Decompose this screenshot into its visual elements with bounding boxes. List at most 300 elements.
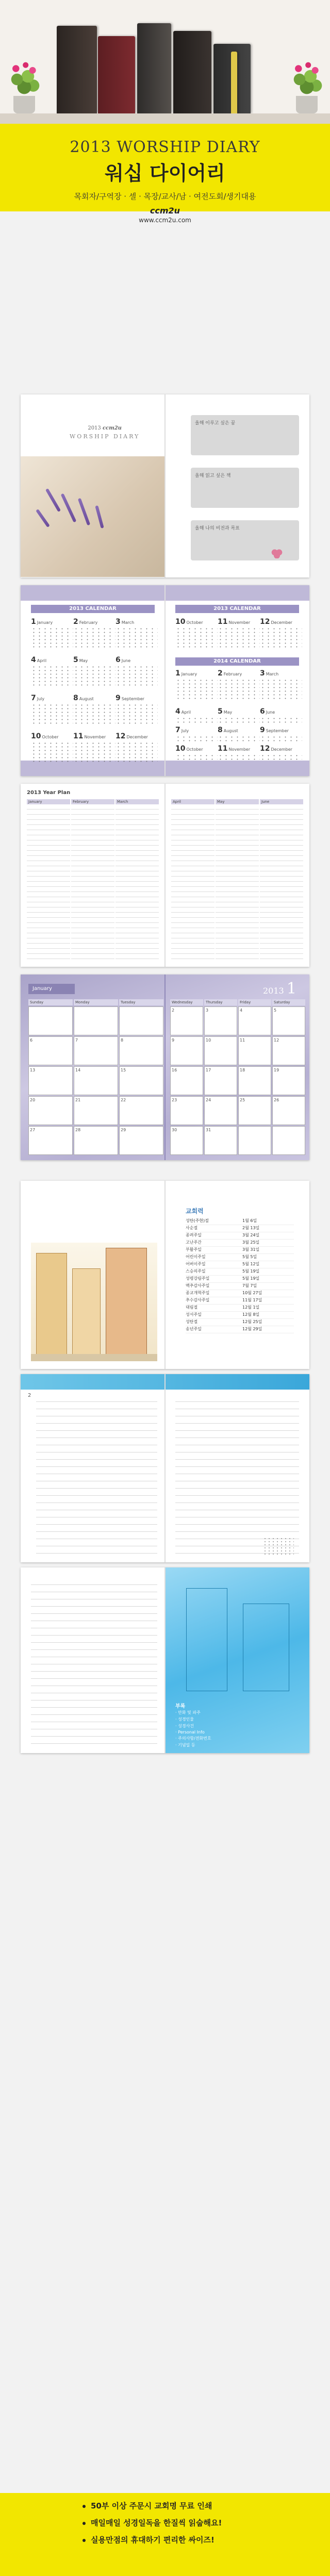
calendar-2013-header: 2013 CALENDAR <box>31 605 155 613</box>
church-event-name: 성탄(주현)절 <box>186 1218 209 1223</box>
church-event-name: 사순절 <box>186 1226 198 1230</box>
day-grid <box>116 703 158 726</box>
church-event-name: 종교개혁주일 <box>186 1291 210 1295</box>
month-name: February <box>223 672 242 676</box>
calendar-month <box>116 616 158 653</box>
left-ruled-lines <box>36 1395 157 1555</box>
calendar-month <box>116 692 158 730</box>
month-name: April <box>181 710 191 715</box>
month-name: November <box>228 620 251 625</box>
month-number: 3 <box>116 618 121 626</box>
day-number: 7 <box>75 1038 78 1043</box>
calendar-month <box>116 731 158 768</box>
church-event-date: 5월 19일 <box>242 1269 260 1274</box>
feature-text: 실용만점의 휴대하기 편리한 싸이즈! <box>91 2535 214 2545</box>
month-name: June <box>266 710 275 715</box>
calendar-month <box>175 616 218 653</box>
day-grid <box>73 665 116 688</box>
calendar-month <box>260 743 302 761</box>
day-cell[interactable] <box>119 1036 163 1065</box>
day-number: 21 <box>75 1098 81 1102</box>
calendar-month <box>31 654 73 691</box>
year-plan-column <box>116 804 159 959</box>
church-event-date: 2월 13일 <box>242 1226 260 1230</box>
ruled-note-spread-2 <box>21 1567 309 1753</box>
day-number: 29 <box>121 1128 126 1132</box>
day-cell[interactable] <box>204 1066 237 1095</box>
month-name: August <box>223 729 238 733</box>
month-name: December <box>126 735 148 739</box>
church-event-date: 7월 7일 <box>242 1283 257 1288</box>
day-number: 12 <box>274 1038 279 1043</box>
calendar-month <box>116 654 158 691</box>
year-plan-title: 2013 Year Plan <box>27 790 71 796</box>
month-number: 10 <box>175 618 186 626</box>
day-cell[interactable] <box>28 1066 73 1095</box>
month-number: 10 <box>175 745 186 753</box>
day-grid <box>73 627 116 650</box>
church-list-item <box>186 1254 294 1261</box>
church-event-date: 3월 31일 <box>242 1247 260 1252</box>
church-list-item <box>186 1283 294 1290</box>
calendar-month <box>175 706 218 723</box>
day-cell[interactable] <box>170 1096 203 1125</box>
day-number: 20 <box>30 1098 36 1102</box>
church-list-item <box>186 1268 294 1276</box>
calendar-2013-header-right: 2013 CALENDAR <box>175 605 299 613</box>
appendix-item: · Personal Info <box>175 1730 205 1735</box>
church-event-date: 1월 6일 <box>242 1218 257 1223</box>
church-event-date: 11월 17일 <box>242 1298 262 1302</box>
church-list-item <box>186 1290 294 1297</box>
month-name: September <box>266 729 289 733</box>
church-event-name: 종려주일 <box>186 1233 202 1237</box>
calendar-month <box>31 616 73 653</box>
day-number: 6 <box>30 1038 33 1043</box>
church-calendar-spread <box>21 1181 309 1369</box>
weekday-header: Tuesday <box>119 999 163 1005</box>
day-grid <box>218 754 260 761</box>
weekday-header: Wednesday <box>170 999 203 1005</box>
memo-box-dream <box>191 415 299 455</box>
month-number: 8 <box>73 694 78 702</box>
month-name: March <box>121 620 135 625</box>
ruled-note-spread <box>21 1374 309 1562</box>
calendar-month <box>73 731 116 768</box>
month-number: 1 <box>286 980 296 998</box>
bullet-icon <box>82 2539 86 2542</box>
appendix-item: · 만화 및 파주 <box>175 1710 201 1715</box>
cover-diary-label: WORSHIP DIARY <box>70 433 140 440</box>
day-cell[interactable] <box>204 1126 237 1155</box>
calendar-month <box>73 654 116 691</box>
calendar-month <box>31 692 73 730</box>
church-event-date: 5월 12일 <box>242 1262 260 1266</box>
appendix-item: · 주의사항/전화번호 <box>175 1736 211 1741</box>
church-list-item <box>186 1276 294 1283</box>
day-number: 31 <box>206 1128 211 1132</box>
church-event-name: 맥추감사주일 <box>186 1283 210 1288</box>
calendar-month <box>260 706 302 723</box>
diary-book-gray <box>137 23 171 113</box>
calendar-month <box>73 692 116 730</box>
diary-book-dark <box>173 31 211 113</box>
church-event-date: 3월 25일 <box>242 1240 260 1245</box>
year-plan-month-header: May <box>216 799 259 804</box>
day-grid <box>73 703 116 726</box>
day-grid <box>260 754 302 761</box>
day-number: 10 <box>206 1038 211 1043</box>
feature-item <box>82 2517 330 2528</box>
feature-text: 50부 이상 주문시 교회명 무료 인쇄 <box>91 2501 212 2511</box>
church-list-item <box>186 1232 294 1240</box>
month-name: October <box>186 620 203 625</box>
month-name: July <box>37 697 45 701</box>
month-number: 5 <box>218 707 223 716</box>
month-number: 12 <box>116 732 126 740</box>
day-number: 30 <box>172 1128 177 1132</box>
calendar-month <box>218 724 260 742</box>
month-number: 1 <box>175 669 180 678</box>
month-number: 2 <box>218 669 223 678</box>
cover-brand: ccm2u <box>102 425 122 431</box>
month-name: March <box>266 672 279 676</box>
month-number: 11 <box>218 618 228 626</box>
title-banner <box>0 124 330 224</box>
day-cell[interactable] <box>170 1126 203 1155</box>
calendar-2014-header: 2014 CALENDAR <box>175 657 299 666</box>
day-cell[interactable] <box>204 1036 237 1065</box>
day-number: 28 <box>75 1128 81 1132</box>
day-grid <box>175 754 218 761</box>
church-event-date: 3월 24일 <box>242 1233 260 1237</box>
day-number: 9 <box>172 1038 175 1043</box>
feature-item <box>82 2500 330 2511</box>
month-number: 6 <box>116 656 121 664</box>
month-name: October <box>186 747 203 752</box>
diary-book-red <box>98 36 135 113</box>
day-number: 2 <box>172 1008 175 1013</box>
month-name: May <box>79 658 88 663</box>
month-year: 2013 <box>263 986 284 996</box>
month-name: May <box>223 710 233 715</box>
day-cell[interactable] <box>170 1006 203 1035</box>
church-list-item <box>186 1218 294 1225</box>
church-list-item <box>186 1225 294 1232</box>
month-number: 7 <box>31 694 36 702</box>
month-number: 4 <box>175 707 180 716</box>
month-name: December <box>271 747 292 752</box>
month-number: 1 <box>31 618 36 626</box>
day-number: 26 <box>274 1098 279 1102</box>
calendar-month <box>73 616 116 653</box>
subtitle: 목회자/구역장 · 셀 · 목장/교사/남 · 여전도회/생기대용 <box>74 192 256 201</box>
month-name: August <box>79 697 94 701</box>
lavender-photo <box>21 456 164 577</box>
mini-calendar <box>263 1537 294 1555</box>
day-cell[interactable] <box>272 1006 305 1035</box>
calendar-month <box>260 668 302 705</box>
day-grid <box>260 717 302 724</box>
church-event-name: 대림절 <box>186 1305 198 1310</box>
memo-box-vision <box>191 520 299 560</box>
day-cell[interactable] <box>119 1096 163 1125</box>
month-number: 11 <box>73 732 84 740</box>
monthly-spread <box>21 975 309 1160</box>
month-name: November <box>228 747 251 752</box>
memo-label: 올해 읽고 싶은 책 <box>195 473 231 478</box>
memo-label: 올해 이루고 싶은 꿈 <box>195 421 236 426</box>
day-cell[interactable] <box>170 1036 203 1065</box>
calendar-month <box>175 743 218 761</box>
month-number: 11 <box>218 745 228 753</box>
day-cell[interactable] <box>119 1066 163 1095</box>
day-number: 14 <box>75 1068 81 1072</box>
year-plan-month-header: January <box>27 799 70 804</box>
month-number: 10 <box>31 732 41 740</box>
month-number: 5 <box>73 656 78 664</box>
day-grid <box>116 741 158 764</box>
day-cell[interactable] <box>74 1126 118 1155</box>
day-number: 5 <box>274 1008 277 1013</box>
day-grid <box>218 627 260 650</box>
day-cell[interactable] <box>74 1036 118 1065</box>
month-number: 2 <box>73 618 78 626</box>
church-event-name: 고난주간 <box>186 1240 202 1245</box>
day-cell[interactable] <box>204 1096 237 1125</box>
church-list-item <box>186 1326 294 1333</box>
month-number: 6 <box>260 707 265 716</box>
day-number: 15 <box>121 1068 126 1072</box>
church-list-item <box>186 1319 294 1326</box>
diary-book-black <box>57 26 97 113</box>
day-cell[interactable] <box>204 1006 237 1035</box>
calendar-month <box>260 616 302 653</box>
day-cell[interactable] <box>28 1036 73 1065</box>
calendar-month <box>175 724 218 742</box>
bookmark-ribbon <box>231 52 237 113</box>
calendar-month <box>31 731 73 768</box>
day-cell[interactable] <box>272 1036 305 1065</box>
month-number: 12 <box>260 618 270 626</box>
church-list-item <box>186 1312 294 1319</box>
feature-item <box>82 2534 330 2545</box>
bullet-icon <box>82 2522 86 2525</box>
year-plan-column <box>27 804 70 959</box>
weekday-header: Monday <box>74 999 118 1005</box>
appendix-item: · 성경사건 <box>175 1724 194 1728</box>
year-plan-month-header: March <box>116 799 159 804</box>
day-cell[interactable] <box>238 1066 271 1095</box>
day-number: 16 <box>172 1068 177 1072</box>
month-name: April <box>37 658 47 663</box>
month-name: June <box>121 658 131 663</box>
day-number: 23 <box>172 1098 177 1102</box>
appendix-item: · 성경인물 <box>175 1717 194 1722</box>
month-name: January <box>37 620 53 625</box>
site-url: www.ccm2u.com <box>139 217 191 224</box>
church-event-name: 성탄절 <box>186 1319 198 1324</box>
cover-year: 2013 <box>88 425 101 431</box>
calendar-month <box>218 616 260 653</box>
brand-logo: ccm2u <box>150 206 180 216</box>
day-grid <box>218 735 260 742</box>
church-event-date: 12월 29일 <box>242 1327 262 1331</box>
day-grid <box>31 703 73 726</box>
year-plan-month-header: February <box>71 799 114 804</box>
calendar-month <box>260 724 302 742</box>
day-cell[interactable] <box>170 1066 203 1095</box>
day-cell[interactable] <box>272 1126 305 1155</box>
church-list-heading: 교회력 <box>186 1208 204 1215</box>
month-name: July <box>181 729 189 733</box>
year-plan-column <box>71 804 114 959</box>
day-grid <box>175 679 218 701</box>
street-illustration <box>31 1243 157 1361</box>
day-cell[interactable] <box>28 1096 73 1125</box>
day-grid <box>175 735 218 742</box>
day-cell[interactable] <box>238 1096 271 1125</box>
year-plan-month-header: April <box>171 799 214 804</box>
page-number: 2 <box>28 1393 31 1398</box>
day-grid <box>31 665 73 688</box>
church-list-item <box>186 1247 294 1254</box>
church-event-date: 5월 19일 <box>242 1276 260 1281</box>
month-name: February <box>79 620 98 625</box>
day-number: 22 <box>121 1098 126 1102</box>
day-cell[interactable] <box>272 1066 305 1095</box>
day-number: 17 <box>206 1068 211 1072</box>
memo-box-books <box>191 468 299 508</box>
church-list-item <box>186 1297 294 1304</box>
year-heading: 2013 WORSHIP DIARY <box>70 138 260 156</box>
weekday-header: Thursday <box>204 999 237 1005</box>
church-event-name: 송년주일 <box>186 1327 202 1331</box>
weekday-header: Friday <box>238 999 271 1005</box>
calendar-month <box>175 668 218 705</box>
calendar-month <box>218 668 260 705</box>
day-number: 11 <box>240 1038 245 1043</box>
church-event-name: 성령강림주일 <box>186 1276 210 1281</box>
church-event-name: 스승의주일 <box>186 1269 206 1274</box>
month-number: 9 <box>260 726 265 734</box>
church-event-date: 5월 5일 <box>242 1254 257 1259</box>
appendix-label: 부록 <box>175 1704 186 1709</box>
calendar-spread <box>21 585 309 776</box>
left-ruled-lines-2 <box>31 1578 157 1748</box>
day-grid <box>116 665 158 688</box>
church-event-date: 12월 1일 <box>242 1305 260 1310</box>
month-number: 8 <box>218 726 223 734</box>
day-grid <box>73 741 116 764</box>
church-event-name: 성서주일 <box>186 1312 202 1317</box>
day-number: 8 <box>121 1038 124 1043</box>
church-list-item <box>186 1261 294 1268</box>
weekday-header: Saturday <box>272 999 305 1005</box>
church-event-date: 12월 8일 <box>242 1312 260 1317</box>
month-number: 9 <box>116 694 121 702</box>
day-cell[interactable] <box>119 1006 163 1035</box>
month-number: 4 <box>31 656 36 664</box>
feature-banner <box>0 2493 330 2576</box>
month-number: 3 <box>260 669 265 678</box>
year-plan-spread <box>21 784 309 967</box>
church-event-name: 어린이주일 <box>186 1254 206 1259</box>
year-plan-column <box>171 804 214 959</box>
church-event-name: 부활주일 <box>186 1247 202 1252</box>
church-list-item <box>186 1240 294 1247</box>
appendix-item: · 기념일 등 <box>175 1743 195 1747</box>
day-cell[interactable] <box>238 1036 271 1065</box>
day-grid <box>175 717 218 724</box>
day-grid <box>260 735 302 742</box>
day-cell[interactable] <box>74 1066 118 1095</box>
day-grid <box>31 741 73 764</box>
day-number: 13 <box>30 1068 36 1072</box>
bullet-icon <box>82 2505 86 2508</box>
month-name: January <box>181 672 197 676</box>
month-name: December <box>271 620 292 625</box>
day-grid <box>116 627 158 650</box>
day-grid <box>31 627 73 650</box>
church-event-name: 어버이주일 <box>186 1262 206 1266</box>
weekday-header: Sunday <box>28 999 73 1005</box>
day-number: 18 <box>240 1068 245 1072</box>
day-grid <box>260 679 302 701</box>
hero-photo <box>0 0 330 124</box>
day-number: 24 <box>206 1098 211 1102</box>
day-cell[interactable] <box>238 1126 271 1155</box>
day-cell[interactable] <box>119 1126 163 1155</box>
church-event-date: 10월 27일 <box>242 1291 262 1295</box>
church-event-date: 12월 25일 <box>242 1319 262 1324</box>
day-cell[interactable] <box>28 1126 73 1155</box>
korean-title: 워십 다이어리 <box>105 162 225 185</box>
day-number: 4 <box>240 1008 243 1013</box>
day-number: 3 <box>206 1008 209 1013</box>
year-plan-month-header: June <box>260 799 303 804</box>
day-grid <box>218 717 260 724</box>
month-name: October <box>42 735 59 739</box>
day-number: 27 <box>30 1128 36 1132</box>
year-plan-column <box>260 804 303 959</box>
day-cell[interactable] <box>74 1006 118 1035</box>
day-number: 25 <box>240 1098 245 1102</box>
church-event-name: 추수감사주일 <box>186 1298 210 1302</box>
calendar-month <box>218 706 260 723</box>
month-number: 7 <box>175 726 180 734</box>
month-number: 12 <box>260 745 270 753</box>
cover-spread <box>21 394 309 577</box>
feature-text: 매일매일 성경일독을 한질씩 읽숩해요! <box>91 2518 222 2528</box>
day-grid <box>175 627 218 650</box>
day-cell[interactable] <box>28 1006 73 1035</box>
calendar-month <box>218 743 260 761</box>
heart-tree-icon <box>271 549 283 558</box>
right-ruled-lines <box>175 1395 299 1555</box>
month-name: November <box>84 735 106 739</box>
day-grid <box>260 627 302 650</box>
year-plan-column <box>216 804 259 959</box>
day-cell[interactable] <box>74 1096 118 1125</box>
church-list-item <box>186 1304 294 1312</box>
day-cell[interactable] <box>272 1096 305 1125</box>
day-number: 19 <box>274 1068 279 1072</box>
month-tab: January <box>28 984 75 994</box>
month-name: September <box>121 697 144 701</box>
day-cell[interactable] <box>238 1006 271 1035</box>
day-grid <box>218 679 260 701</box>
